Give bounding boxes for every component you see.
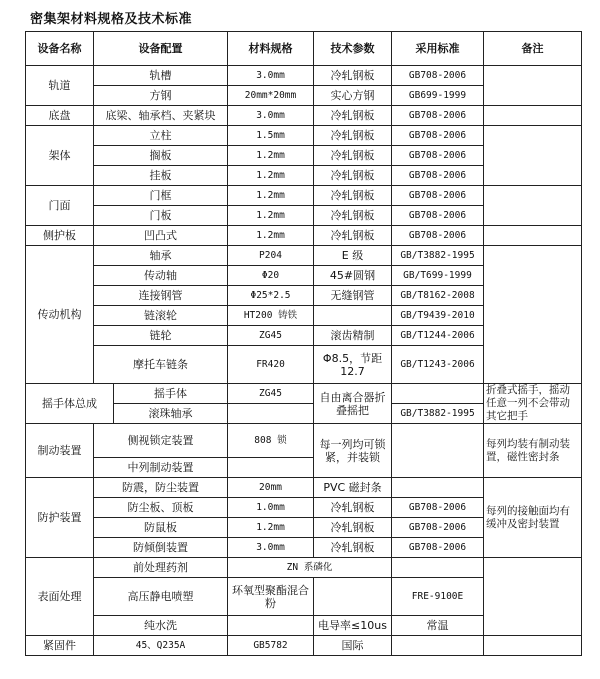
standard-cell	[392, 636, 484, 656]
standard-cell: GB708-2006	[392, 66, 484, 86]
material-cell: FR420	[228, 346, 314, 384]
material-cell	[228, 616, 314, 636]
standard-cell: GB708-2006	[392, 146, 484, 166]
material-cell: 3.0mm	[228, 538, 314, 558]
tech-cell: E 级	[314, 246, 392, 266]
table-row	[26, 424, 582, 458]
group-side: 侧护板	[26, 226, 94, 246]
standard-cell: GB708-2006	[392, 166, 484, 186]
header-row	[26, 32, 582, 66]
config-cell: 连接钢管	[94, 286, 228, 306]
standard-cell: FRE-9100E	[392, 578, 484, 616]
config-cell: 搁板	[94, 146, 228, 166]
config-cell: 前处理药剂	[94, 558, 228, 578]
standard-cell: 常温	[392, 616, 484, 636]
material-cell: 20mm*20mm	[228, 86, 314, 106]
config-cell: 门框	[94, 186, 228, 206]
material-cell: ZG45	[228, 326, 314, 346]
group-door: 门面	[26, 186, 94, 226]
config-cell: 侧视锁定装置	[94, 424, 228, 458]
group-protect: 防护装置	[26, 478, 94, 558]
standard-cell	[392, 558, 484, 578]
tech-cell: 每一列均可锁紧，并装锁	[314, 424, 392, 478]
standard-cell: GB/T3882-1995	[392, 246, 484, 266]
config-cell: 链滚轮	[94, 306, 228, 326]
config-cell: 防震，防尘装置	[94, 478, 228, 498]
header-remark: 备注	[484, 32, 582, 66]
material-cell: P204	[228, 246, 314, 266]
config-cell: 底梁、轴承档、夹紧块	[94, 106, 228, 126]
table-row	[26, 106, 582, 126]
tech-cell: 国际	[314, 636, 392, 656]
config-cell: 挂板	[94, 166, 228, 186]
group-fastener: 紧固件	[26, 636, 94, 656]
header-device: 设备名称	[26, 32, 94, 66]
tech-cell: Φ8.5，节距 12.7	[314, 346, 392, 384]
standard-cell: GB/T1244-2006	[392, 326, 484, 346]
tech-cell: 滚齿精制	[314, 326, 392, 346]
group-surface: 表面处理	[26, 558, 94, 636]
config-cell: 摩托车链条	[94, 346, 228, 384]
tech-cell: 冷轧钢板	[314, 126, 392, 146]
header-tech: 技术参数	[314, 32, 392, 66]
table-row	[26, 186, 582, 206]
standard-cell: GB708-2006	[392, 186, 484, 206]
config-cell: 摇手体	[114, 384, 228, 404]
material-cell: GB5782	[228, 636, 314, 656]
spec-table	[25, 31, 582, 656]
remark-cell	[484, 226, 582, 246]
config-cell: 高压静电喷塑	[94, 578, 228, 616]
material-cell: 1.2mm	[228, 146, 314, 166]
header-material: 材料规格	[228, 32, 314, 66]
tech-cell: 冷轧钢板	[314, 166, 392, 186]
standard-cell: GB708-2006	[392, 226, 484, 246]
table-row	[26, 558, 582, 578]
table-row	[26, 636, 582, 656]
config-cell: 滚珠轴承	[114, 404, 228, 424]
standard-cell: GB708-2006	[392, 126, 484, 146]
table-row	[26, 126, 582, 146]
tech-cell: 冷轧钢板	[314, 106, 392, 126]
config-cell: 中列制动装置	[94, 458, 228, 478]
material-cell: 20mm	[228, 478, 314, 498]
material-cell: Φ20	[228, 266, 314, 286]
standard-cell: GB708-2006	[392, 206, 484, 226]
header-standard: 采用标准	[392, 32, 484, 66]
config-cell: 轴承	[94, 246, 228, 266]
material-cell: 1.2mm	[228, 226, 314, 246]
tech-cell: 自由离合器折叠摇把	[314, 384, 392, 424]
group-chassis: 底盘	[26, 106, 94, 126]
material-cell: 1.2mm	[228, 166, 314, 186]
remark-cell	[484, 106, 582, 126]
standard-cell: GB/T9439-2010	[392, 306, 484, 326]
standard-cell: GB/T1243-2006	[392, 346, 484, 384]
remark-cell	[484, 126, 582, 186]
group-brake: 制动装置	[26, 424, 94, 478]
remark-cell: 每列的接触面均有缓冲及密封装置	[484, 478, 582, 558]
standard-cell: GB/T699-1999	[392, 266, 484, 286]
material-cell: 1.2mm	[228, 186, 314, 206]
material-cell: 1.2mm	[228, 206, 314, 226]
remark-cell	[484, 246, 582, 384]
tech-cell	[314, 306, 392, 326]
header-config: 设备配置	[94, 32, 228, 66]
config-cell: 门板	[94, 206, 228, 226]
group-drive: 传动机构	[26, 246, 94, 384]
standard-cell	[392, 424, 484, 478]
tech-cell: 电导率≤10us	[314, 616, 392, 636]
material-cell: 3.0mm	[228, 66, 314, 86]
config-cell: 方钢	[94, 86, 228, 106]
tech-cell: 冷轧钢板	[314, 186, 392, 206]
remark-cell	[484, 558, 582, 636]
material-tech-cell: ZN 系磷化	[228, 558, 392, 578]
standard-cell	[392, 478, 484, 498]
tech-cell: 冷轧钢板	[314, 518, 392, 538]
config-cell: 45、Q235A	[94, 636, 228, 656]
table-row	[26, 384, 582, 404]
standard-cell: GB699-1999	[392, 86, 484, 106]
tech-cell: 无缝钢管	[314, 286, 392, 306]
material-cell: ZG45	[228, 384, 314, 404]
standard-cell: GB708-2006	[392, 518, 484, 538]
tech-cell: 冷轧钢板	[314, 498, 392, 518]
material-cell: Φ25*2.5	[228, 286, 314, 306]
tech-cell: 冷轧钢板	[314, 66, 392, 86]
config-cell: 纯水洗	[94, 616, 228, 636]
standard-cell: GB/T3882-1995	[392, 404, 484, 424]
standard-cell: GB708-2006	[392, 106, 484, 126]
material-cell	[228, 458, 314, 478]
tech-cell: PVC 磁封条	[314, 478, 392, 498]
tech-cell: 45#圆钢	[314, 266, 392, 286]
table-row	[26, 246, 582, 266]
config-cell: 防倾倒装置	[94, 538, 228, 558]
material-cell: 3.0mm	[228, 106, 314, 126]
material-cell: 1.5mm	[228, 126, 314, 146]
tech-cell	[314, 578, 392, 616]
remark-cell	[484, 186, 582, 226]
table-row	[26, 226, 582, 246]
config-cell: 轨槽	[94, 66, 228, 86]
group-frame: 架体	[26, 126, 94, 186]
material-cell: HT200 铸铁	[228, 306, 314, 326]
tech-cell: 冷轧钢板	[314, 146, 392, 166]
tech-cell: 冷轧钢板	[314, 538, 392, 558]
config-cell: 链轮	[94, 326, 228, 346]
tech-cell: 实心方钢	[314, 86, 392, 106]
tech-cell: 冷轧钢板	[314, 226, 392, 246]
remark-cell	[484, 636, 582, 656]
config-cell: 凹凸式	[94, 226, 228, 246]
tech-cell: 冷轧钢板	[314, 206, 392, 226]
standard-cell: GB708-2006	[392, 538, 484, 558]
group-rocker: 摇手体总成	[26, 384, 114, 424]
group-track: 轨道	[26, 66, 94, 106]
remark-cell: 每列均装有制动装置，磁性密封条	[484, 424, 582, 478]
config-cell: 立柱	[94, 126, 228, 146]
standard-cell: GB708-2006	[392, 498, 484, 518]
table-row	[26, 478, 582, 498]
config-cell: 防尘板、顶板	[94, 498, 228, 518]
remark-cell: 折叠式摇手，摇动任意一列不会带动其它把手	[484, 384, 582, 424]
material-cell: 808 锁	[228, 424, 314, 458]
config-cell: 传动轴	[94, 266, 228, 286]
standard-cell: GB/T8162-2008	[392, 286, 484, 306]
remark-cell	[484, 66, 582, 106]
config-cell: 防鼠板	[94, 518, 228, 538]
material-cell: 环氧型聚酯混合粉	[228, 578, 314, 616]
table-row	[26, 66, 582, 86]
document-title: 密集架材料规格及技术标准	[30, 12, 193, 27]
material-cell	[228, 404, 314, 424]
standard-cell	[392, 384, 484, 404]
material-cell: 1.0mm	[228, 498, 314, 518]
material-cell: 1.2mm	[228, 518, 314, 538]
